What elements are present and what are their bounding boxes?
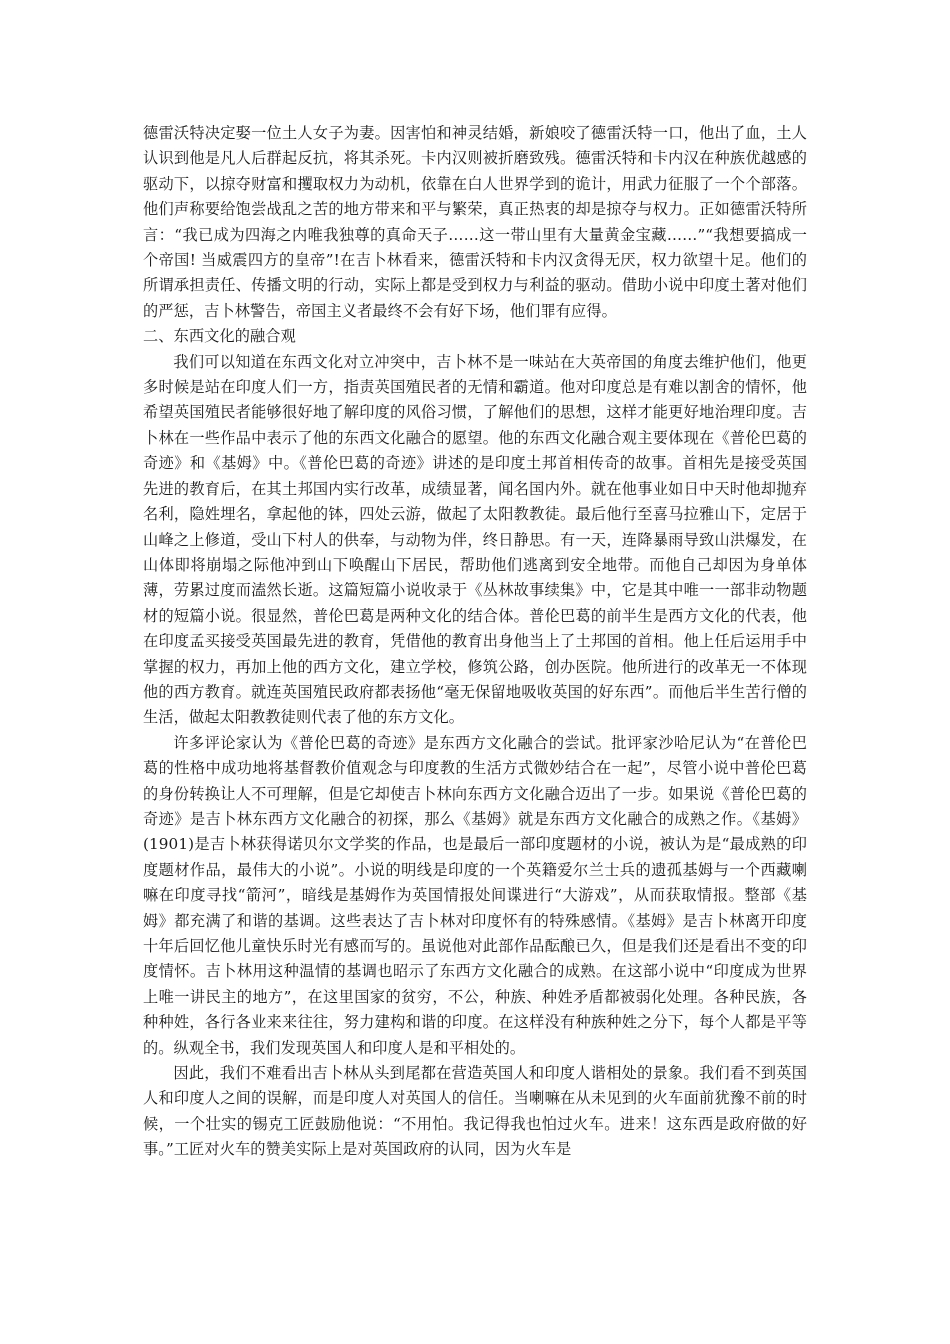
paragraph: 许多评论家认为《普伦巴葛的奇迹》是东西方文化融合的尝试。批评家沙哈尼认为“在普伦巴葛的性格中成功地将基督教价值观念与印度教的生活方式微妙结合在一起”，尽管小说中普伦巴葛的身份转换让人不可理解，但是它却使吉卜林向东西方文化融合迈出了一步。如果说《普伦巴葛的奇迹》是吉卜林东西方文化融合的初探，那么《基姆》就是东西方文化融合的成熟之作。《基姆》(1901)是吉卜林获得诺贝尔文学奖的作品，也是最后一部印度题材的小说，被认为是“最成熟的印度题材作品，最伟大的小说”。小说的明线是印度的一个英籍爱尔兰士兵的遗孤基姆与一个西藏喇嘛在印度寻找“箭河”，暗线是基姆作为英国情报处间谍进行“大游戏”，从而获取情报。整部《基姆》都充满了和谐的基调。这些表达了吉卜林对印度怀有的特殊感情。《基姆》是吉卜林离开印度十年后回忆他儿童快乐时光有感而写的。虽说他对此部作品酝酿已久，但是我们还是看出不变的印度情怀。吉卜林用这种温情的基调也昭示了东西方文化融合的成熟。在这部小说中“印度成为世界上唯一讲民主的地方”，在这里国家的贫穷，不公，种族、种姓矛盾都被弱化处理。各种民族，各种种姓，各行各业来来往往，努力建构和谐的印度。在这样没有种族种姓之分下，每个人都是平等的。纵观全书，我们发现英国人和印度人是和平相处的。: [143, 733, 807, 1057]
paragraph: 因此，我们不难看出吉卜林从头到尾都在营造英国人和印度人谐相处的景象。我们看不到英国人和印度人之间的误解，而是印度人对英国人的信任。当喇嘛在从未见到的火车面前犹豫不前的时候，一个壮实的锡克工匠鼓励他说：“不用怕。我记得我也怕过火车。进来！这东西是政府做的好事。”工匠对火车的赞美实际上是对英国政府的认同，因为火车是: [143, 1064, 807, 1159]
document-body: [143, 121, 807, 1163]
paragraph-continuation: 德雷沃特决定娶一位土人女子为妻。因害怕和神灵结婚，新娘咬了德雷沃特一口，他出了血，土人认识到他是凡人后群起反抗，将其杀死。卡内汉则被折磨致残。德雷沃特和卡内汉在种族优越感的驱动下，以掠夺财富和攫取权力为动机，依靠在白人世界学到的诡计，用武力征服了一个个部落。他们声称要给饱尝战乱之苦的地方带来和平与繁荣，真正热衷的却是掠夺与权力。正如德雷沃特所言：“我已成为四海之内唯我独尊的真命天子……这一带山里有大量黄金宝藏……”“我想要搞成一个帝国! 当威震四方的皇帝”!在吉卜林看来，德雷沃特和卡内汉贪得无厌，权力欲望十足。他们的所谓承担责任、传播文明的行动，实际上都是受到权力与利益的驱动。借助小说中印度土著对他们的严惩，吉卜林警告，帝国主义者最终不会有好下场，他们罪有应得。: [143, 124, 807, 320]
section-heading: 二、东西文化的融合观: [143, 327, 296, 346]
paragraph: 我们可以知道在东西文化对立冲突中，吉卜林不是一味站在大英帝国的角度去维护他们，他更多时候是站在印度人们一方，指责英国殖民者的无情和霸道。他对印度总是有难以割舍的情怀，他希望英国殖民者能够很好地了解印度的风俗习惯，了解他们的思想，这样才能更好地治理印度。吉卜林在一些作品中表示了他的东西文化融合的愿望。他的东西文化融合观主要体现在《普伦巴葛的奇迹》和《基姆》中。《普伦巴葛的奇迹》讲述的是印度土邦首相传奇的故事。首相先是接受英国先进的教育后，在其土邦国内实行改革，成绩显著，闻名国内外。就在他事业如日中天时他却抛弃名利，隐姓埋名，拿起他的钵，四处云游，做起了太阳教教徒。最后他行至喜马拉雅山下，定居于山峰之上修道，受山下村人的供奉，与动物为伴，终日静思。有一天，连降暴雨导致山洪爆发，在山体即将崩塌之际他冲到山下唤醒山下居民，帮助他们逃离到安全地带。而他自己却因为身单体薄，劳累过度而溘然长逝。这篇短篇小说收录于《丛林故事续集》中，它是其中唯一一部非动物题材的短篇小说。很显然，普伦巴葛是两种文化的结合体。普伦巴葛的前半生是西方文化的代表，他在印度孟买接受英国最先进的教育，凭借他的教育出身他当上了土邦国的首相。他上任后运用手中掌握的权力，再加上他的西方文化，建立学校，修筑公路，创办医院。他所进行的改革无一不体现他的西方教育。就连英国殖民政府都表扬他“毫无保留地吸收英国的好东西”。而他后半生苦行僧的生活，做起太阳教教徒则代表了他的东方文化。: [143, 352, 807, 727]
